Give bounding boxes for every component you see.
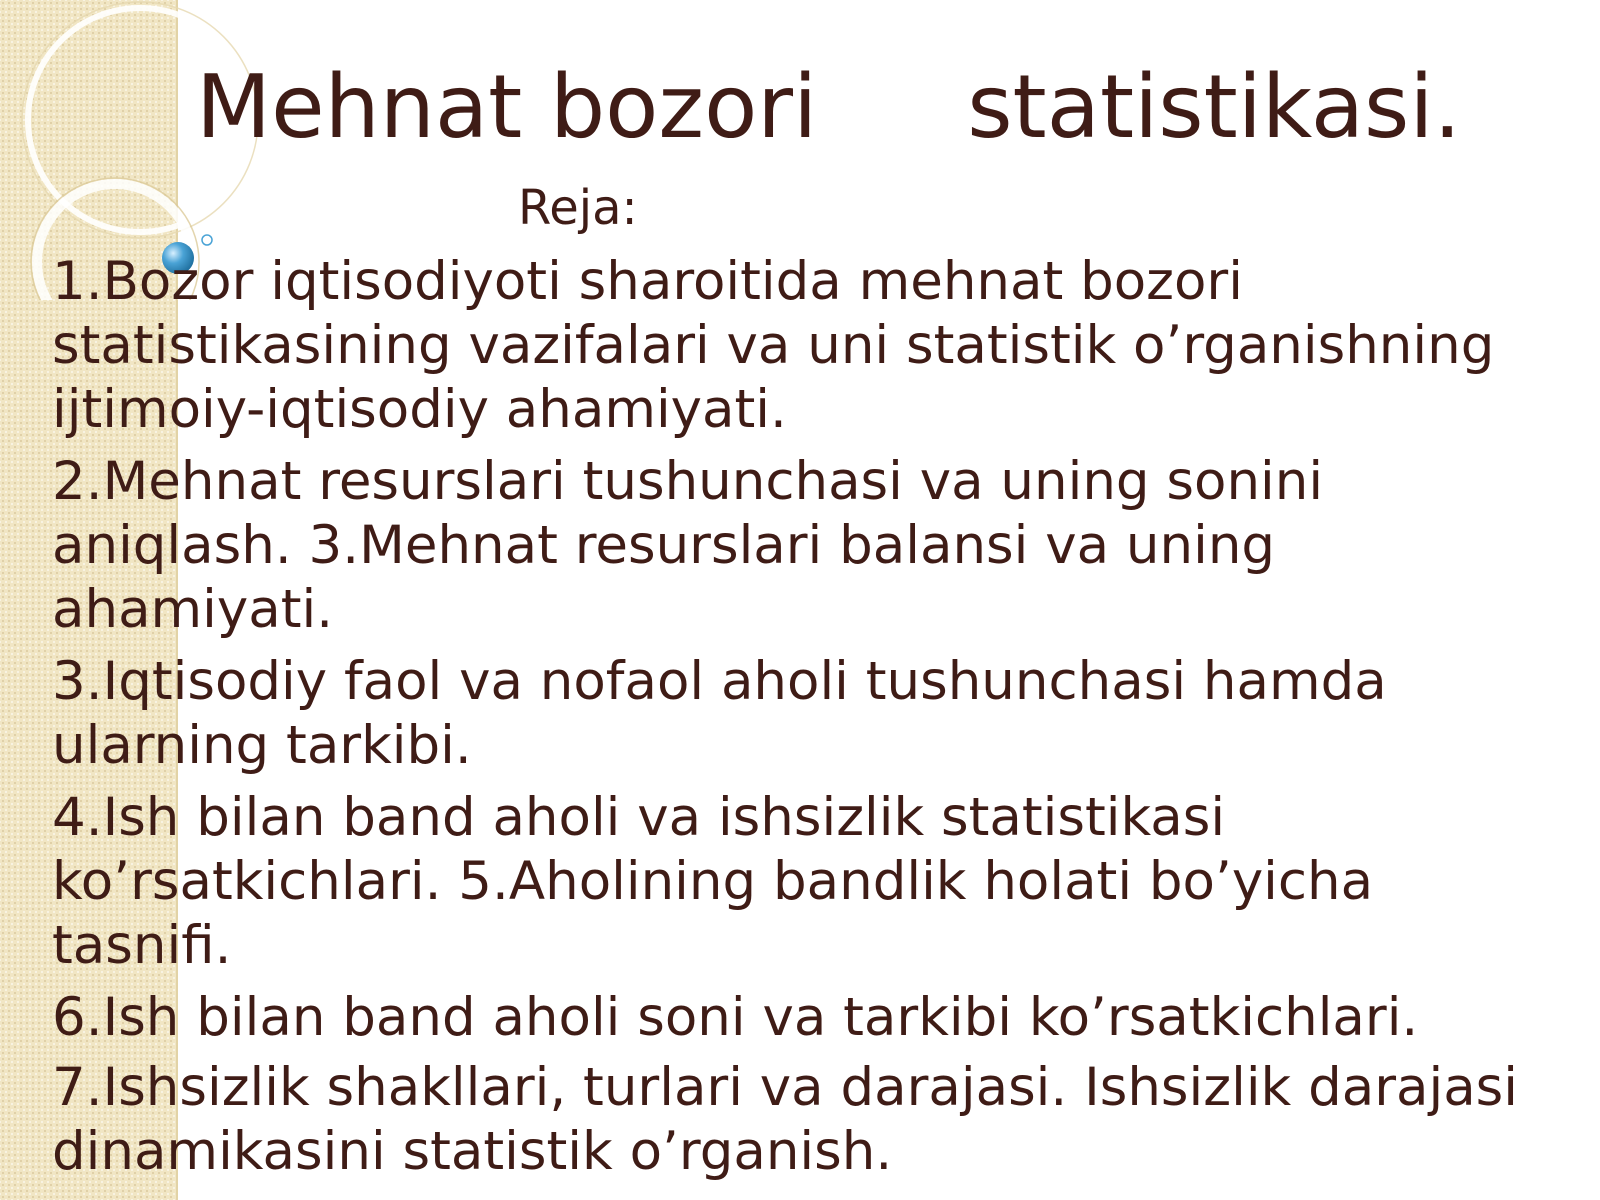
plan-item-4: 4.Ish bilan band aholi va ishsizlik statistikasi ko’rsatkichlari. 5.Aholining bandlik holati bo’yicha tasnifi. (52, 787, 1374, 976)
plan-item-7: 7.Ishsizlik shakllari, turlari va darajasi. Ishsizlik darajasi dinamikasini statistik o’rganish. (52, 1057, 1519, 1182)
plan-item-6: 6.Ish bilan band aholi soni va tarkibi ko’rsatkichlari. (52, 987, 1419, 1048)
plan-item-1: 1.Bozor iqtisodiyoti sharoitida mehnat bozori statistikasining vazifalari va uni statistik o’rganishning ijtimoiy-iqtisodiy ahamiyati. (52, 251, 1495, 440)
plan-list (52, 250, 1567, 1192)
title-part-1: Mehnat bozori (196, 56, 818, 158)
plan-item-3: 3.Iqtisodiy faol va nofaol aholi tushunchasi hamda ularning tarkibi. (52, 651, 1387, 776)
small-bubble-icon (202, 235, 212, 245)
plan-heading: Reja: (518, 180, 638, 236)
plan-item-2: 2.Mehnat resurslari tushunchasi va uning sonini aniqlash. 3.Mehnat resurslari balansi va uning ahamiyati. (52, 451, 1324, 640)
title-part-2: statistikasi. (967, 56, 1462, 158)
page-title (196, 52, 1461, 162)
